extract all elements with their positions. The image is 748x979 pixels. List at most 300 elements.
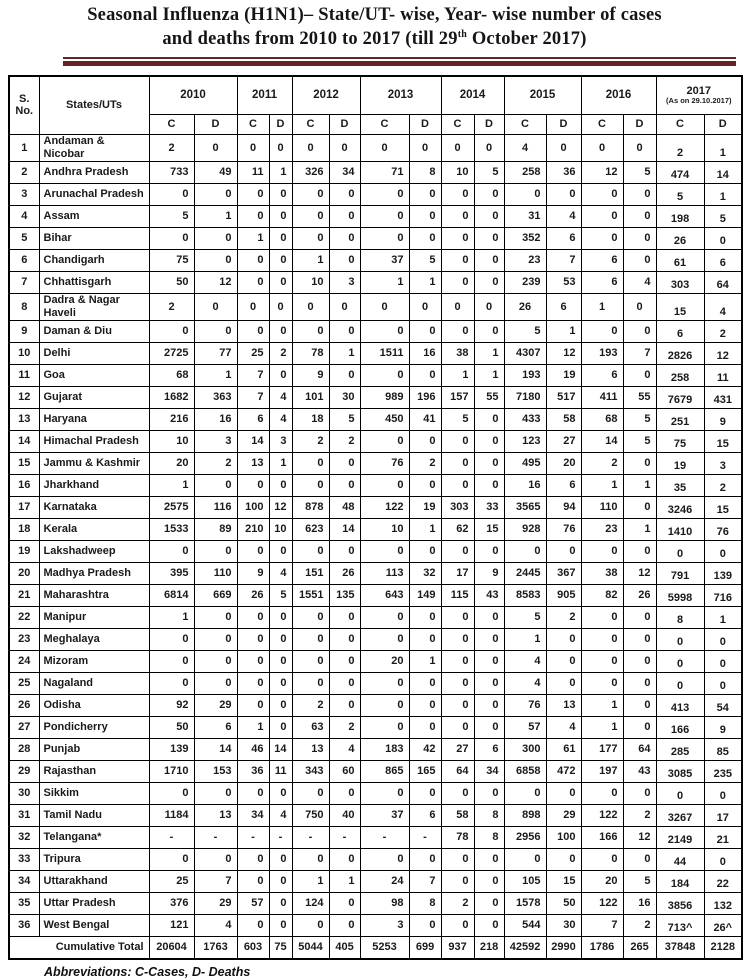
value-cell: - xyxy=(237,826,269,848)
table-row-7 xyxy=(9,271,742,293)
sno-cell: 12 xyxy=(9,386,39,408)
table-row-2 xyxy=(9,161,742,183)
value-cell: 122 xyxy=(581,804,623,826)
value-cell: 0 xyxy=(474,694,504,716)
state-name-cell: Karnataka xyxy=(39,496,149,518)
value-cell: 5 xyxy=(474,161,504,183)
value-cell: 1 xyxy=(441,364,474,386)
value-cell: 1 xyxy=(504,628,546,650)
value-cell: 0 xyxy=(292,134,329,161)
value-cell: 46 xyxy=(237,738,269,760)
state-name-cell: Uttarakhand xyxy=(39,870,149,892)
sno-cell: 21 xyxy=(9,584,39,606)
state-name-cell: Haryana xyxy=(39,408,149,430)
value-cell: 0 xyxy=(149,540,194,562)
value-cell: 15 xyxy=(704,496,742,518)
value-cell: 0 xyxy=(149,628,194,650)
value-cell: 0 xyxy=(360,183,409,205)
total-value-cell: 42592 xyxy=(504,936,546,959)
value-cell: 0 xyxy=(409,134,441,161)
table-row-27 xyxy=(9,716,742,738)
sno-cell: 9 xyxy=(9,320,39,342)
value-cell: 0 xyxy=(360,628,409,650)
table-row-33 xyxy=(9,848,742,870)
value-cell: 76 xyxy=(704,518,742,540)
value-cell: 0 xyxy=(474,271,504,293)
value-cell: 27 xyxy=(546,430,581,452)
state-name-cell: West Bengal xyxy=(39,914,149,936)
value-cell: 0 xyxy=(237,249,269,271)
sno-cell: 13 xyxy=(9,408,39,430)
value-cell: 92 xyxy=(149,694,194,716)
value-cell: 0 xyxy=(360,782,409,804)
value-cell: 0 xyxy=(441,848,474,870)
value-cell: 116 xyxy=(194,496,237,518)
value-cell: 0 xyxy=(409,205,441,227)
value-cell: 0 xyxy=(441,716,474,738)
header-cases-col: C xyxy=(149,114,194,134)
value-cell: 0 xyxy=(474,914,504,936)
value-cell: 4 xyxy=(546,716,581,738)
value-cell: 0 xyxy=(441,782,474,804)
sno-cell: 3 xyxy=(9,183,39,205)
value-cell: 0 xyxy=(149,320,194,342)
value-cell: 352 xyxy=(504,227,546,249)
value-cell: 11 xyxy=(704,364,742,386)
value-cell: 1 xyxy=(546,320,581,342)
value-cell: 0 xyxy=(623,496,656,518)
value-cell: 0 xyxy=(474,320,504,342)
value-cell: 64 xyxy=(704,271,742,293)
value-cell: 177 xyxy=(581,738,623,760)
value-cell: 0 xyxy=(441,870,474,892)
header-cases-col: C xyxy=(504,114,546,134)
value-cell: 183 xyxy=(360,738,409,760)
value-cell: 78 xyxy=(292,342,329,364)
value-cell: 0 xyxy=(474,408,504,430)
value-cell: 26 xyxy=(504,293,546,320)
table-row-24 xyxy=(9,650,742,672)
value-cell: 6 xyxy=(581,249,623,271)
state-name-cell: Maharashtra xyxy=(39,584,149,606)
value-cell: 0 xyxy=(269,364,292,386)
value-cell: 0 xyxy=(623,249,656,271)
value-cell: 1 xyxy=(474,364,504,386)
value-cell: 0 xyxy=(623,134,656,161)
value-cell: 8 xyxy=(474,826,504,848)
value-cell: 0 xyxy=(474,606,504,628)
value-cell: 12 xyxy=(623,562,656,584)
value-cell: 115 xyxy=(441,584,474,606)
value-cell: 5 xyxy=(409,249,441,271)
value-cell: 2956 xyxy=(504,826,546,848)
value-cell: 4 xyxy=(704,293,742,320)
value-cell: 15 xyxy=(474,518,504,540)
value-cell: 0 xyxy=(329,364,360,386)
value-cell: 210 xyxy=(237,518,269,540)
value-cell: 878 xyxy=(292,496,329,518)
value-cell: 16 xyxy=(409,342,441,364)
value-cell: 6 xyxy=(656,320,704,342)
value-cell: 30 xyxy=(329,386,360,408)
value-cell: 38 xyxy=(581,562,623,584)
table-header xyxy=(9,76,742,135)
sno-cell: 36 xyxy=(9,914,39,936)
value-cell: 0 xyxy=(269,271,292,293)
value-cell: 6 xyxy=(237,408,269,430)
value-cell: 0 xyxy=(149,848,194,870)
value-cell: 31 xyxy=(504,205,546,227)
value-cell: 2 xyxy=(194,452,237,474)
value-cell: 8 xyxy=(474,804,504,826)
value-cell: 34 xyxy=(474,760,504,782)
state-name-cell: Bihar xyxy=(39,227,149,249)
value-cell: 0 xyxy=(474,293,504,320)
value-cell: 1511 xyxy=(360,342,409,364)
value-cell: 1 xyxy=(581,293,623,320)
total-value-cell: 2990 xyxy=(546,936,581,959)
value-cell: 0 xyxy=(194,474,237,496)
value-cell: 5 xyxy=(329,408,360,430)
value-cell: 367 xyxy=(546,562,581,584)
value-cell: 14 xyxy=(329,518,360,540)
header-year-2017-subtext: (As on 29.10.2017) xyxy=(666,96,732,106)
value-cell: 149 xyxy=(409,584,441,606)
value-cell: 122 xyxy=(360,496,409,518)
value-cell: 53 xyxy=(546,271,581,293)
table-row-12 xyxy=(9,386,742,408)
value-cell: 0 xyxy=(441,628,474,650)
table-row-14 xyxy=(9,430,742,452)
value-cell: 2 xyxy=(441,892,474,914)
value-cell: 0 xyxy=(581,628,623,650)
value-cell: 20 xyxy=(360,650,409,672)
table-row-21 xyxy=(9,584,742,606)
table-row-13 xyxy=(9,408,742,430)
value-cell: 0 xyxy=(546,848,581,870)
value-cell: 21 xyxy=(704,826,742,848)
state-name-cell: Sikkim xyxy=(39,782,149,804)
value-cell: 61 xyxy=(656,249,704,271)
value-cell: 0 xyxy=(292,227,329,249)
value-cell: 4307 xyxy=(504,342,546,364)
value-cell: 196 xyxy=(409,386,441,408)
value-cell: 791 xyxy=(656,562,704,584)
table-row-25 xyxy=(9,672,742,694)
header-deaths-col: D xyxy=(409,114,441,134)
value-cell: 0 xyxy=(269,606,292,628)
value-cell: 26 xyxy=(656,227,704,249)
value-cell: 0 xyxy=(194,650,237,672)
value-cell: 258 xyxy=(504,161,546,183)
total-value-cell: 265 xyxy=(623,936,656,959)
value-cell: 0 xyxy=(329,205,360,227)
header-year-row xyxy=(9,76,742,115)
value-cell: 49 xyxy=(194,161,237,183)
value-cell: 0 xyxy=(474,134,504,161)
value-cell: 0 xyxy=(441,694,474,716)
value-cell: 0 xyxy=(581,540,623,562)
value-cell: 0 xyxy=(269,672,292,694)
value-cell: 2 xyxy=(581,452,623,474)
value-cell: 0 xyxy=(656,628,704,650)
sno-cell: 8 xyxy=(9,293,39,320)
value-cell: 0 xyxy=(474,848,504,870)
value-cell: 0 xyxy=(656,782,704,804)
value-cell: 7 xyxy=(237,364,269,386)
total-value-cell: 20604 xyxy=(149,936,194,959)
value-cell: 17 xyxy=(704,804,742,826)
value-cell: 0 xyxy=(504,540,546,562)
total-value-cell: 75 xyxy=(269,936,292,959)
table-row-1 xyxy=(9,134,742,161)
value-cell: 2 xyxy=(623,914,656,936)
value-cell: 0 xyxy=(237,694,269,716)
value-cell: 0 xyxy=(292,914,329,936)
value-cell: 898 xyxy=(504,804,546,826)
value-cell: 376 xyxy=(149,892,194,914)
title-line-1: Seasonal Influenza (H1N1)– State/UT- wise, Year- wise number of cases xyxy=(87,5,662,25)
value-cell: 34 xyxy=(329,161,360,183)
value-cell: 472 xyxy=(546,760,581,782)
table-row-5 xyxy=(9,227,742,249)
value-cell: 14 xyxy=(581,430,623,452)
value-cell: 0 xyxy=(474,183,504,205)
state-name-cell: Dadra & Nagar Haveli xyxy=(39,293,149,320)
value-cell: 0 xyxy=(441,430,474,452)
value-cell: 89 xyxy=(194,518,237,540)
value-cell: 0 xyxy=(292,628,329,650)
value-cell: 2 xyxy=(149,134,194,161)
value-cell: 4 xyxy=(194,914,237,936)
title-line-2: and deaths from 2010 to 2017 (till 29th October 2017) xyxy=(162,29,587,50)
value-cell: 7 xyxy=(546,249,581,271)
value-cell: 5 xyxy=(623,870,656,892)
value-cell: 0 xyxy=(149,183,194,205)
value-cell: 55 xyxy=(474,386,504,408)
value-cell: 16 xyxy=(623,892,656,914)
value-cell: 26^ xyxy=(704,914,742,936)
value-cell: 1682 xyxy=(149,386,194,408)
value-cell: 1 xyxy=(149,606,194,628)
value-cell: 110 xyxy=(194,562,237,584)
value-cell: 1710 xyxy=(149,760,194,782)
value-cell: 0 xyxy=(360,848,409,870)
value-cell: 1 xyxy=(237,716,269,738)
value-cell: 0 xyxy=(581,134,623,161)
value-cell: 0 xyxy=(704,628,742,650)
value-cell: 3 xyxy=(329,271,360,293)
value-cell: 4 xyxy=(329,738,360,760)
value-cell: 474 xyxy=(656,161,704,183)
sno-cell: 35 xyxy=(9,892,39,914)
value-cell: 0 xyxy=(237,205,269,227)
table-row-15 xyxy=(9,452,742,474)
value-cell: 50 xyxy=(149,716,194,738)
value-cell: 0 xyxy=(269,540,292,562)
table-row-34 xyxy=(9,870,742,892)
total-value-cell: 937 xyxy=(441,936,474,959)
value-cell: 20 xyxy=(546,452,581,474)
value-cell: - xyxy=(409,826,441,848)
value-cell: 0 xyxy=(441,672,474,694)
value-cell: 9 xyxy=(704,716,742,738)
value-cell: 0 xyxy=(581,183,623,205)
value-cell: 0 xyxy=(269,227,292,249)
value-cell: 623 xyxy=(292,518,329,540)
value-cell: 0 xyxy=(474,452,504,474)
value-cell: 0 xyxy=(292,650,329,672)
value-cell: 0 xyxy=(269,474,292,496)
value-cell: 0 xyxy=(409,540,441,562)
value-cell: 0 xyxy=(704,672,742,694)
value-cell: 35 xyxy=(656,474,704,496)
state-name-cell: Jharkhand xyxy=(39,474,149,496)
value-cell: 733 xyxy=(149,161,194,183)
state-name-cell: Jammu & Kashmir xyxy=(39,452,149,474)
table-row-10 xyxy=(9,342,742,364)
value-cell: 78 xyxy=(441,826,474,848)
value-cell: 1 xyxy=(269,161,292,183)
value-cell: 0 xyxy=(623,848,656,870)
value-cell: 132 xyxy=(704,892,742,914)
value-cell: 0 xyxy=(237,606,269,628)
table-row-4 xyxy=(9,205,742,227)
value-cell: 0 xyxy=(546,183,581,205)
header-cases-col: C xyxy=(656,114,704,134)
sno-cell: 30 xyxy=(9,782,39,804)
header-year-2015: 2015 xyxy=(504,76,581,115)
value-cell: 5 xyxy=(623,430,656,452)
value-cell: 64 xyxy=(441,760,474,782)
value-cell: 4 xyxy=(269,386,292,408)
value-cell: 58 xyxy=(441,804,474,826)
value-cell: 1 xyxy=(237,227,269,249)
value-cell: 100 xyxy=(237,496,269,518)
value-cell: 13 xyxy=(546,694,581,716)
value-cell: 1 xyxy=(194,364,237,386)
value-cell: 1 xyxy=(329,342,360,364)
table-row-9 xyxy=(9,320,742,342)
value-cell: 166 xyxy=(656,716,704,738)
value-cell: 1 xyxy=(360,271,409,293)
value-cell: 0 xyxy=(360,694,409,716)
sno-cell: 20 xyxy=(9,562,39,584)
value-cell: 23 xyxy=(581,518,623,540)
value-cell: 0 xyxy=(269,782,292,804)
sno-cell: 10 xyxy=(9,342,39,364)
table-row-30 xyxy=(9,782,742,804)
value-cell: 0 xyxy=(292,293,329,320)
state-name-cell: Tamil Nadu xyxy=(39,804,149,826)
value-cell: 1533 xyxy=(149,518,194,540)
value-cell: 2 xyxy=(704,320,742,342)
header-year-2017-label: 2017 xyxy=(686,85,712,98)
value-cell: 68 xyxy=(581,408,623,430)
value-cell: 12 xyxy=(704,342,742,364)
value-cell: 110 xyxy=(581,496,623,518)
value-cell: 1 xyxy=(194,205,237,227)
value-cell: 15 xyxy=(704,430,742,452)
value-cell: 60 xyxy=(329,760,360,782)
value-cell: 0 xyxy=(329,474,360,496)
value-cell: 12 xyxy=(269,496,292,518)
value-cell: 1 xyxy=(581,474,623,496)
value-cell: 25 xyxy=(237,342,269,364)
total-value-cell: 5253 xyxy=(360,936,409,959)
influenza-cases-deaths-table xyxy=(8,75,743,960)
value-cell: 105 xyxy=(504,870,546,892)
value-cell: 3267 xyxy=(656,804,704,826)
value-cell: 63 xyxy=(292,716,329,738)
table-row-18 xyxy=(9,518,742,540)
value-cell: 235 xyxy=(704,760,742,782)
value-cell: 0 xyxy=(237,650,269,672)
value-cell: 0 xyxy=(623,293,656,320)
value-cell: 4 xyxy=(623,271,656,293)
value-cell: 1 xyxy=(474,342,504,364)
value-cell: 166 xyxy=(581,826,623,848)
value-cell: 0 xyxy=(623,452,656,474)
value-cell: 7 xyxy=(194,870,237,892)
value-cell: 0 xyxy=(329,672,360,694)
value-cell: 0 xyxy=(581,782,623,804)
total-value-cell: 5044 xyxy=(292,936,329,959)
value-cell: 6 xyxy=(546,293,581,320)
value-cell: 10 xyxy=(149,430,194,452)
state-name-cell: Chandigarh xyxy=(39,249,149,271)
value-cell: 1 xyxy=(269,452,292,474)
value-cell: 0 xyxy=(149,672,194,694)
value-cell: 34 xyxy=(237,804,269,826)
value-cell: - xyxy=(292,826,329,848)
value-cell: 0 xyxy=(546,672,581,694)
value-cell: 0 xyxy=(292,474,329,496)
total-value-cell: 603 xyxy=(237,936,269,959)
value-cell: 5998 xyxy=(656,584,704,606)
value-cell: 0 xyxy=(504,848,546,870)
value-cell: 0 xyxy=(292,782,329,804)
value-cell: 2 xyxy=(292,694,329,716)
table-body xyxy=(9,134,742,958)
sno-cell: 17 xyxy=(9,496,39,518)
value-cell: 16 xyxy=(194,408,237,430)
value-cell: 37 xyxy=(360,804,409,826)
value-cell: 495 xyxy=(504,452,546,474)
header-deaths-col: D xyxy=(474,114,504,134)
sno-cell: 33 xyxy=(9,848,39,870)
table-row-6 xyxy=(9,249,742,271)
table-row-19 xyxy=(9,540,742,562)
value-cell: 0 xyxy=(329,134,360,161)
value-cell: 64 xyxy=(623,738,656,760)
value-cell: 19 xyxy=(409,496,441,518)
value-cell: 0 xyxy=(237,183,269,205)
value-cell: 5 xyxy=(704,205,742,227)
value-cell: 0 xyxy=(237,870,269,892)
state-name-cell: Pondicherry xyxy=(39,716,149,738)
value-cell: 11 xyxy=(237,161,269,183)
value-cell: 0 xyxy=(581,320,623,342)
value-cell: 0 xyxy=(504,782,546,804)
value-cell: - xyxy=(269,826,292,848)
value-cell: 153 xyxy=(194,760,237,782)
sno-cell: 29 xyxy=(9,760,39,782)
value-cell: 0 xyxy=(194,848,237,870)
table-row-32 xyxy=(9,826,742,848)
value-cell: 2 xyxy=(149,293,194,320)
value-cell: 0 xyxy=(656,540,704,562)
